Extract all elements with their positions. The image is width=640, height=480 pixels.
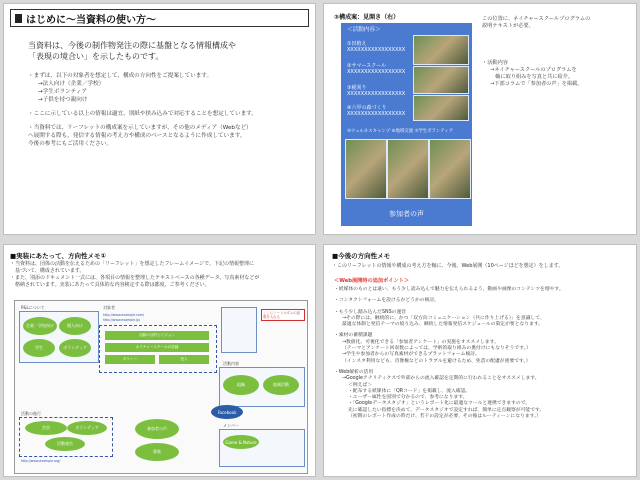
text-line: ・もう少し踏み込んだSNSの運営 [334, 309, 407, 315]
text-line: ・ユーザー属性を国別で分かるので、参考になります。 [348, 395, 468, 401]
activity-label: 活動内容 [223, 361, 239, 366]
text-line: ・「Googleデータスタジオ」というレポート化に最適なツールと連携できますので、 [348, 401, 531, 407]
text-line: （テーマとアンケート回収数によっては、学術的取り組みの裏付けにもなりそうです。） [342, 346, 531, 352]
slide-implementation-memo [3, 244, 316, 477]
text-line: へ展開する際も、発信する情報の考え方や構成のベースとなるように作成しています。 [28, 133, 246, 139]
note-line: 軸に取り組みを写真と共に紹介。 [490, 74, 574, 80]
annotation-note: ここにノートルダムの説明を入れる [261, 309, 305, 321]
placeholder-text: XXXXXXXXXXXXXXXXX [347, 111, 406, 117]
lineup-label: 活動の進行 [21, 411, 41, 416]
text-line: （初期のレポート作成の時だけ、若干の設定が必要、その後はルーティーンになります。） [348, 414, 542, 420]
sitemap-box [221, 307, 257, 353]
diagram-node: 地域活動 [263, 375, 299, 395]
placeholder-text: XXXXXXXXXXXXXXXXX [347, 69, 406, 75]
url-text: http://www.example.jp/ [103, 318, 141, 322]
text-line: ・まずは、以下の対象者を想定して、構成の方向性をご提案しています。 [28, 73, 213, 79]
panel-title: ＜活動内容＞ [347, 27, 381, 33]
photo-harvest [413, 95, 469, 121]
text-line: →Googleアナリティクスで外部からの流入確認を定期的に行われることをオススメします。 [342, 376, 540, 382]
url-text: http://www.example.com/ [103, 313, 144, 317]
photo-community [387, 139, 429, 199]
slide-title: ■実装にあたって、方向性メモ① [10, 252, 107, 260]
lead-text: ・このリーフレットの情報や構成の考え方を軸に、今後、Web展開（10ページほどを想定）をします。 [332, 263, 564, 269]
photo-summer-school [413, 66, 469, 94]
purpose-label: P&Lについて [21, 305, 45, 310]
diagram-block: ポリシー [105, 355, 155, 364]
diagram-node: 企業・学校向け [23, 317, 57, 335]
diagram-node: 募集 [135, 443, 179, 461]
web-points-heading: ＜Web展開時の追加ポイント＞ [334, 278, 410, 284]
title-marker [15, 14, 22, 23]
note-line: 説明テキストが必要。 [482, 23, 534, 29]
diagram-node: 学生 [23, 339, 55, 357]
text-line: ・当資料では、リーフレットの構成案を示していますが、その他のメディア（Webなど） [28, 125, 252, 131]
text-line: →子供を持つ親向け [38, 97, 88, 103]
placeholder-text: XXXXXXXXXXXXXXXXX [347, 91, 406, 97]
text-line: ・素材の蓄積課題 [334, 333, 373, 339]
participant-voice-footer: 参加者の声 [389, 210, 424, 218]
diagram-block: 受入 [159, 355, 209, 364]
slide-title: ■今後の方向性メモ [332, 252, 391, 260]
target-label: 対象者 [103, 305, 115, 310]
slide-layout-right [323, 3, 637, 235]
note-bottom [482, 60, 582, 88]
memo-line: ・当資料は、団体の活動を伝えるための「リーフレット」を想定したフレームイメージで、下記の情報整理に [10, 261, 254, 267]
text-line: →学生ボランティア [38, 89, 87, 95]
direction-list [334, 287, 632, 420]
text-line: ・コンタクトフォームを設けるかどうかの検討。 [334, 298, 439, 304]
section-label: ①田植え [347, 41, 367, 47]
text-line: 今後の参考にもご活用ください。 [28, 141, 112, 147]
photo-rice-planting [413, 35, 469, 65]
text-line: ・ここに示している以上の情報は適宜、別紙や挟み込みで対応することを想定しています。 [28, 111, 257, 117]
memo-line: ・また、別添のドキュメント一式には、各項目の情報を整理したテキストベースの各種データ、写真素材などが [10, 275, 260, 281]
diagram-node: 活動報告 [45, 437, 85, 451]
text-line: （インスタ利用なども、肖像権などのトラブルを避けるため、免責の配慮が重要です。） [342, 358, 531, 364]
slide-intro [3, 3, 316, 235]
photo-camp [345, 139, 387, 199]
diagram-node: 会員 [25, 421, 67, 435]
diagram-node: ボランティア [59, 339, 91, 357]
slide-title: ③構成案：見開き（右） [334, 14, 400, 21]
text-line: ・配布する紙媒体に「QRコード」を掲載し、流入確認。 [348, 388, 471, 394]
text-line: →学生や参加者からの写真素材ができるプラットフォーム検討。 [342, 352, 480, 358]
note-line: この位置に、ネイチャースクールプログラムの [482, 16, 591, 22]
slide-title-box [10, 9, 309, 27]
diagram-block: 活動の目的とビジョン [105, 331, 209, 340]
text-line: ・紙媒体のものとは違い、もう少し読み込んで魅力を伝えられるよう、動画や画像のコンテンツを増やす。 [334, 287, 564, 292]
diagram-node: Game & Nature [223, 435, 259, 449]
site-structure-diagram [14, 300, 308, 474]
lead-text [28, 40, 315, 62]
text-line: →数値化、可視化できる「参加者アンケート」の実施をオススメします。 [342, 339, 499, 345]
facebook-hub: Facebook [211, 405, 243, 419]
photo-volunteer [429, 139, 471, 199]
memo-line: 基づいて、構成されています。 [10, 268, 85, 274]
leaflet-panel [341, 23, 472, 226]
text-line: 最適な体制と発信テーマの絞り込み、継続した情報発信スケジュールの策定が要となります。 [342, 322, 544, 328]
text-line: 先に確認したい指標を決めて、データスタジオで設定すれば、簡単に定点観察が可能です。 [348, 407, 545, 413]
note-line: →ネイチャースクールのプログラムを [490, 67, 577, 73]
section-label: ④六甲の森づくり [347, 105, 387, 111]
diagram-node: 個人向け [59, 317, 91, 335]
slide-future-direction [323, 244, 637, 477]
text-line: ・Web解析の活用 [334, 369, 374, 375]
diagram-node: ボランティア [67, 421, 107, 435]
slide-title: はじめに～当資料の使い方～ [26, 14, 156, 26]
body-text [28, 72, 315, 148]
diagram-node: 参加者の声 [135, 419, 179, 439]
lead-line: 「表現の境合い」を示したものです。 [28, 52, 164, 61]
lead-line: 当資料は、今後の制作物発注の際に基盤となる情報構成や [28, 41, 236, 50]
note-line: →下部コラムで「参加者の声」を掲載。 [490, 81, 583, 87]
text-line: ＜例えば＞ [348, 382, 372, 388]
note-line: ・活動内容 [482, 60, 508, 66]
placeholder-text: XXXXXXXXXXXXXXXXX [347, 47, 406, 53]
section-label: ⑤ウェルネスキャンプ ⑥地域交流 ⑦学生ボランティア [347, 129, 454, 134]
memo-text [10, 261, 310, 289]
member-label: メンバー [223, 423, 239, 428]
memo-line: 格納されています。実装にあたって具体的な内容検定する際は都度、ご参考ください。 [10, 282, 210, 288]
text-line: →その際には、継続的に、かつ「双方向コミュニケーション（共に作り上げる）」を意識して、 [342, 315, 545, 321]
note-top [482, 16, 590, 30]
text-line: →法人向け（企業／学校） [38, 81, 105, 87]
url-text: http://www.example.org/ [21, 459, 61, 463]
diagram-node: 組織 [223, 375, 259, 395]
section-label: ②サマースクール [347, 63, 387, 69]
section-label: ③稲刈り [347, 85, 367, 91]
diagram-block: ネイチャースクールの詳細 [105, 343, 209, 352]
